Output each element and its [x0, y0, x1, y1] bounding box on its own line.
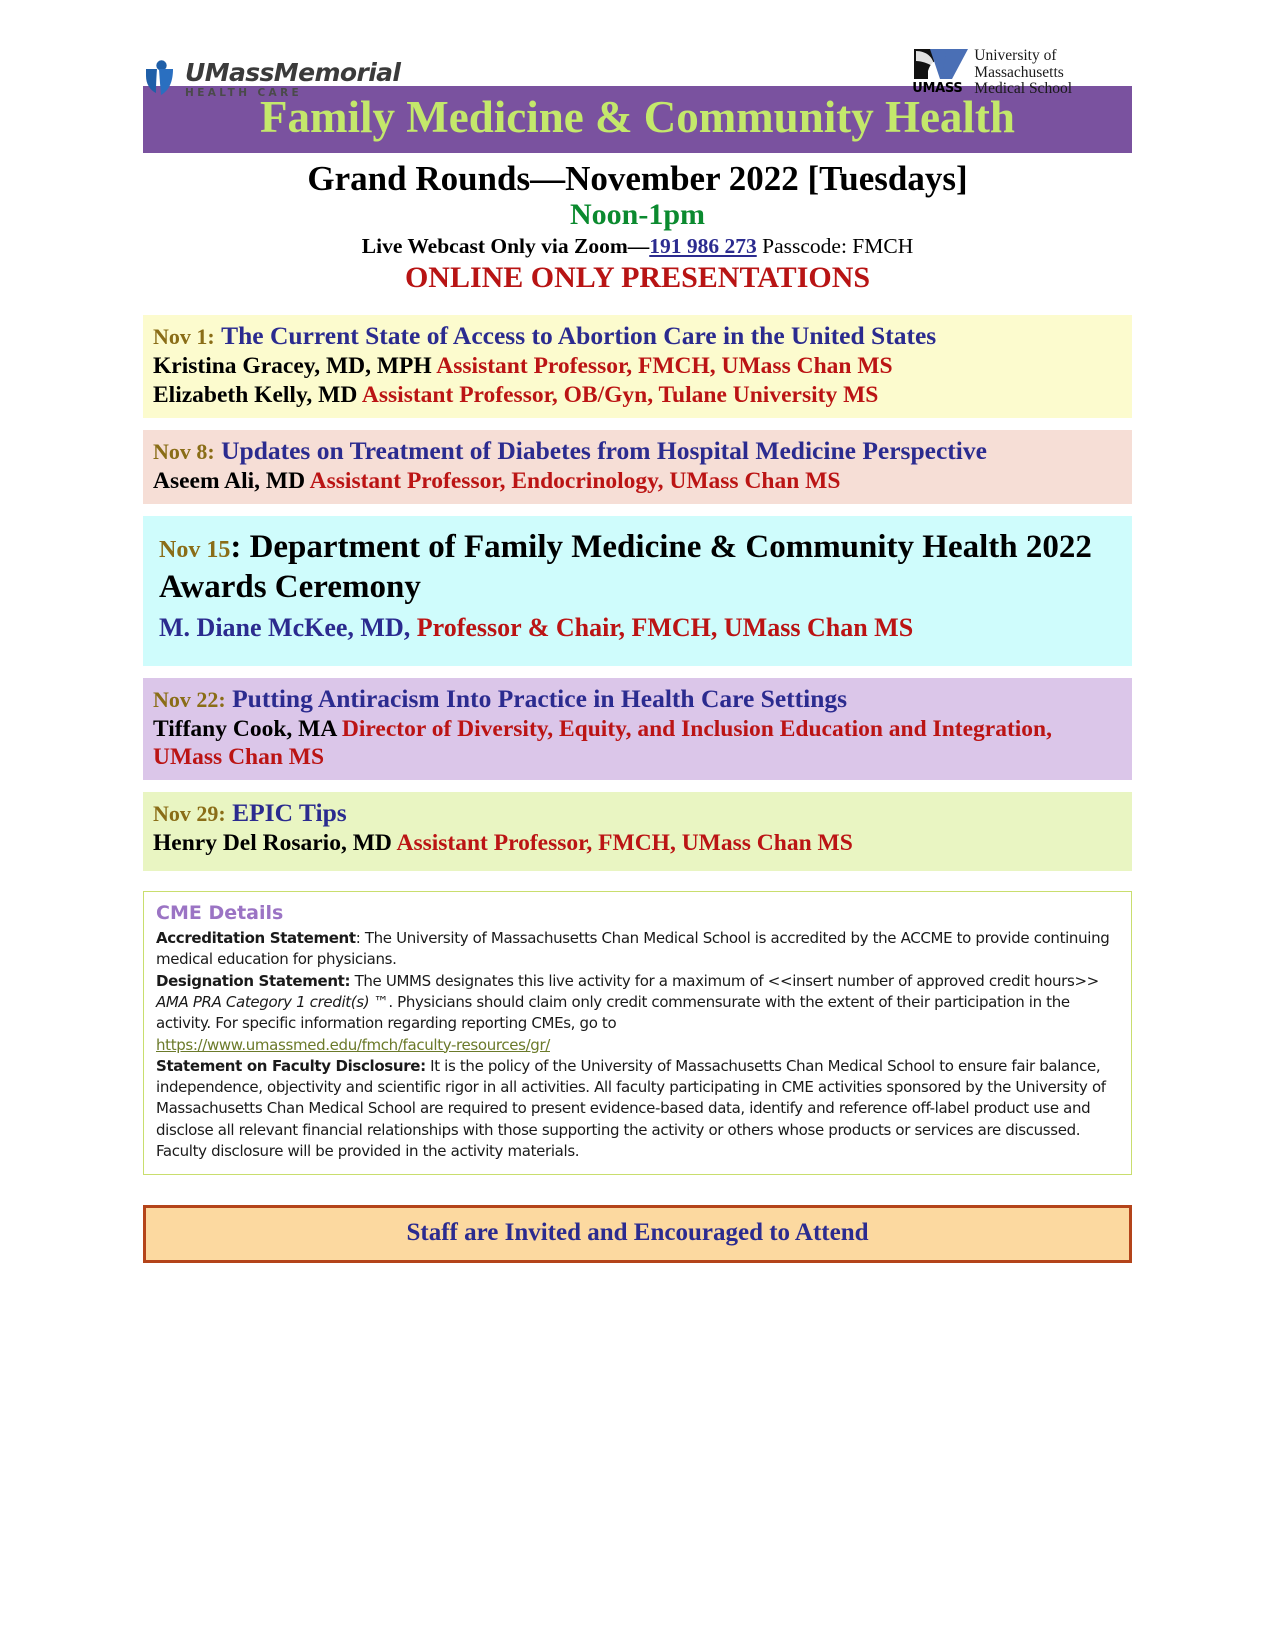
session-topic: Updates on Treatment of Diabetes from Hospital Medicine Perspective [221, 435, 987, 465]
umass-medical-line3: Medical School [974, 80, 1072, 98]
presenter-row [159, 612, 1116, 643]
disclosure-label: Statement on Faculty Disclosure: [156, 1056, 426, 1075]
session-date: Nov 29: [153, 800, 226, 826]
designation-italic-credit: AMA PRA Category 1 credit(s) ™ [156, 992, 389, 1011]
logo-row [0, 0, 1275, 99]
session-title-line [153, 436, 1122, 466]
designation-label: Designation Statement: [156, 971, 351, 990]
umass-medical-line2: Massachusetts [974, 63, 1064, 81]
session-nov-1 [143, 315, 1132, 417]
event-subheader [143, 159, 1132, 295]
session-title-line [153, 684, 1122, 714]
cme-accreditation-paragraph [156, 928, 1119, 971]
session-title-line [159, 528, 1116, 607]
cme-heading: CME Details [156, 902, 284, 925]
session-date: Nov 8: [153, 438, 215, 464]
event-time: Noon-1pm [569, 198, 705, 232]
session-nov-22 [143, 678, 1132, 780]
session-topic: EPIC Tips [232, 797, 347, 827]
session-topic: The Current State of Access to Abortion Care in the United States [221, 321, 937, 351]
designation-text-2: . Physicians should claim only credit commensurate with the extent of their participation in the activity. For specific information regarding reporting CMEs, go to [156, 992, 1070, 1033]
presenter-row [153, 467, 1122, 495]
session-title-line [153, 321, 1122, 351]
accreditation-text: : The University of Massachusetts Chan Medical School is accredited by the ACCME to provide continuing medical education for physicians. [156, 929, 1110, 969]
presenter-row [153, 381, 1122, 409]
online-only-notice: ONLINE ONLY PRESENTATIONS [404, 260, 871, 294]
umass-memorial-leaf-icon [143, 60, 176, 98]
cme-disclosure-paragraph [156, 1056, 1119, 1162]
presenter-role: Professor & Chair, FMCH, UMass Chan MS [410, 613, 914, 643]
umass-memorial-logo [143, 60, 400, 99]
umass-medical-line1: University of [974, 47, 1057, 64]
presenter-row [153, 829, 1122, 857]
presenter-role: Assistant Professor, OB/Gyn, Tulane University MS [361, 381, 879, 408]
webcast-prefix: Live Webcast Only via Zoom— [361, 234, 650, 259]
zoom-passcode: Passcode: FMCH [756, 234, 914, 259]
presenter-name: Tiffany Cook, MA [153, 715, 337, 742]
presenter-name: Aseem Ali, MD [153, 467, 306, 494]
accreditation-label: Accreditation Statement [156, 929, 356, 948]
presenter-row [153, 352, 1122, 380]
presenter-name: M. Diane McKee, MD, [159, 613, 411, 643]
session-date: Nov 22: [153, 686, 226, 712]
disclosure-text: It is the policy of the University of Massachusetts Chan Medical School to ensure fair balance, independence, objectivity and scientific rigor in all activities. All faculty participating in CME activities sponsored by the University of Massachusetts Chan Medical School are required to present evidence-based data, identify and reference off-label product use and disclose all relevant financial relationships with those supporting the activity or others whose products or services are discussed. Faculty disclosure will be provided in the activity materials. [156, 1056, 1106, 1160]
cme-designation-paragraph [156, 971, 1119, 1056]
invitation-banner [143, 1205, 1132, 1263]
session-nov-8 [143, 430, 1132, 504]
session-topic: Putting Antiracism Into Practice in Health Care Settings [232, 683, 848, 713]
session-title-line [153, 798, 1122, 828]
presenter-name: Elizabeth Kelly, MD [153, 381, 358, 408]
umass-memorial-name: UMassMemorial [185, 58, 401, 87]
presenter-role: Assistant Professor, FMCH, UMass Chan MS [436, 353, 893, 380]
presenter-name: Henry Del Rosario, MD [153, 830, 392, 857]
series-title: Grand Rounds—November 2022 [Tuesdays] [307, 159, 968, 199]
invitation-text: Staff are Invited and Encouraged to Attend [406, 1219, 869, 1247]
umass-wordmark: UMASS [912, 81, 963, 96]
presenter-role: Director of Diversity, Equity, and Inclusion Education and Integration, UMass Chan MS [153, 715, 1053, 770]
webcast-line [143, 233, 1132, 260]
cme-reporting-link[interactable]: https://www.umassmed.edu/fmch/faculty-resources/gr/ [156, 1035, 550, 1054]
umass-medical-school-text [974, 48, 1072, 98]
session-date: Nov 15 [159, 537, 231, 564]
umass-medical-school-icon [912, 47, 972, 95]
session-topic: : Department of Family Medicine & Community Health 2022 Awards Ceremony [159, 529, 1092, 605]
department-title: Family Medicine & Community Health [260, 92, 1015, 142]
presenter-role: Assistant Professor, FMCH, UMass Chan MS [396, 830, 853, 857]
cme-details-box [143, 891, 1132, 1175]
umass-medical-school-logo [912, 47, 1072, 98]
presenter-row [153, 715, 1122, 771]
designation-text-1: The UMMS designates this live activity for a maximum of <<insert number of approved credit hours>> [350, 971, 1099, 990]
presenter-role: Assistant Professor, Endocrinology, UMass Chan MS [309, 467, 841, 494]
session-list [143, 315, 1132, 871]
presenter-name: Kristina Gracey, MD, MPH [153, 353, 432, 380]
zoom-meeting-id[interactable]: 191 986 273 [649, 234, 757, 259]
session-nov-29 [143, 792, 1132, 871]
umass-memorial-tagline: HEALTH CARE [185, 87, 303, 99]
umass-memorial-wordmark [185, 60, 400, 99]
session-date: Nov 1: [153, 324, 215, 350]
session-nov-15 [143, 516, 1132, 665]
